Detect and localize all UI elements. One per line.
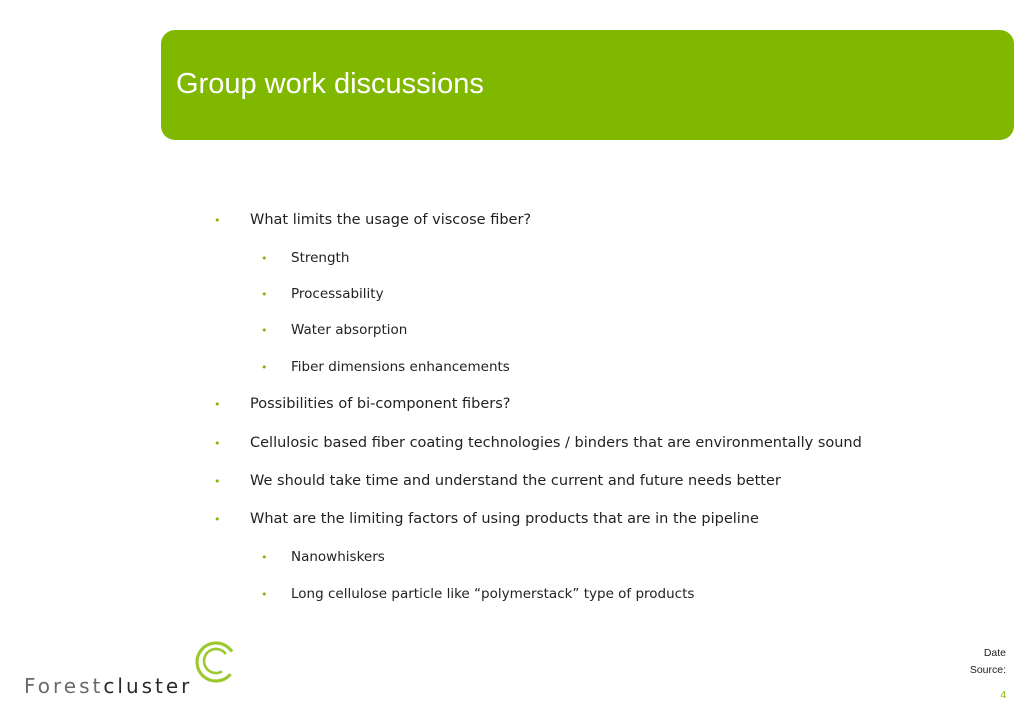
bullet-text: We should take time and understand the current and future needs better bbox=[250, 473, 781, 489]
sub-bullet-item bbox=[261, 586, 695, 602]
bullet-text: Processability bbox=[291, 286, 384, 302]
bullet-icon: • bbox=[261, 361, 268, 374]
bullet-icon: • bbox=[214, 475, 221, 488]
bullet-item bbox=[214, 212, 532, 228]
bullet-text: What are the limiting factors of using products that are in the pipeline bbox=[250, 511, 759, 527]
bullet-icon: • bbox=[261, 324, 268, 337]
bullet-icon: • bbox=[214, 398, 221, 411]
bullet-text: Fiber dimensions enhancements bbox=[291, 359, 510, 375]
bullet-icon: • bbox=[214, 437, 221, 450]
forestcluster-logo bbox=[24, 640, 244, 698]
sub-bullet-item bbox=[261, 322, 408, 338]
bullet-icon: • bbox=[261, 252, 268, 265]
bullet-text: Cellulosic based fiber coating technologies / binders that are environmentally sound bbox=[250, 435, 862, 451]
bullet-item bbox=[214, 511, 759, 527]
bullet-text: Possibilities of bi-component fibers? bbox=[250, 396, 511, 412]
bullet-item bbox=[214, 435, 862, 451]
sub-bullet-item bbox=[261, 359, 510, 375]
bullet-text: Water absorption bbox=[291, 322, 408, 338]
bullet-icon: • bbox=[261, 588, 268, 601]
sub-bullet-item bbox=[261, 286, 384, 302]
bullet-text: What limits the usage of viscose fiber? bbox=[250, 212, 532, 228]
sub-bullet-item bbox=[261, 549, 385, 565]
bullet-icon: • bbox=[261, 551, 268, 564]
bullet-item bbox=[214, 473, 781, 489]
sub-bullet-item bbox=[261, 250, 350, 266]
bullet-icon: • bbox=[214, 513, 221, 526]
logo-rings-icon bbox=[190, 640, 238, 686]
bullet-icon: • bbox=[214, 214, 221, 227]
bullet-text: Strength bbox=[291, 250, 350, 266]
bullet-item bbox=[214, 396, 511, 412]
slide-title: Group work discussions bbox=[176, 68, 484, 100]
bullet-icon: • bbox=[261, 288, 268, 301]
logo-cluster-text: cluster bbox=[103, 674, 193, 698]
bullet-text: Nanowhiskers bbox=[291, 549, 385, 565]
logo-forest-text: Forest bbox=[24, 674, 104, 698]
footer-date: Date bbox=[983, 647, 1006, 659]
logo-wordmark bbox=[24, 674, 192, 698]
bullet-text: Long cellulose particle like “polymerstack” type of products bbox=[291, 586, 695, 602]
footer-source: Source: bbox=[969, 664, 1006, 676]
page-number: 4 bbox=[1000, 690, 1006, 701]
